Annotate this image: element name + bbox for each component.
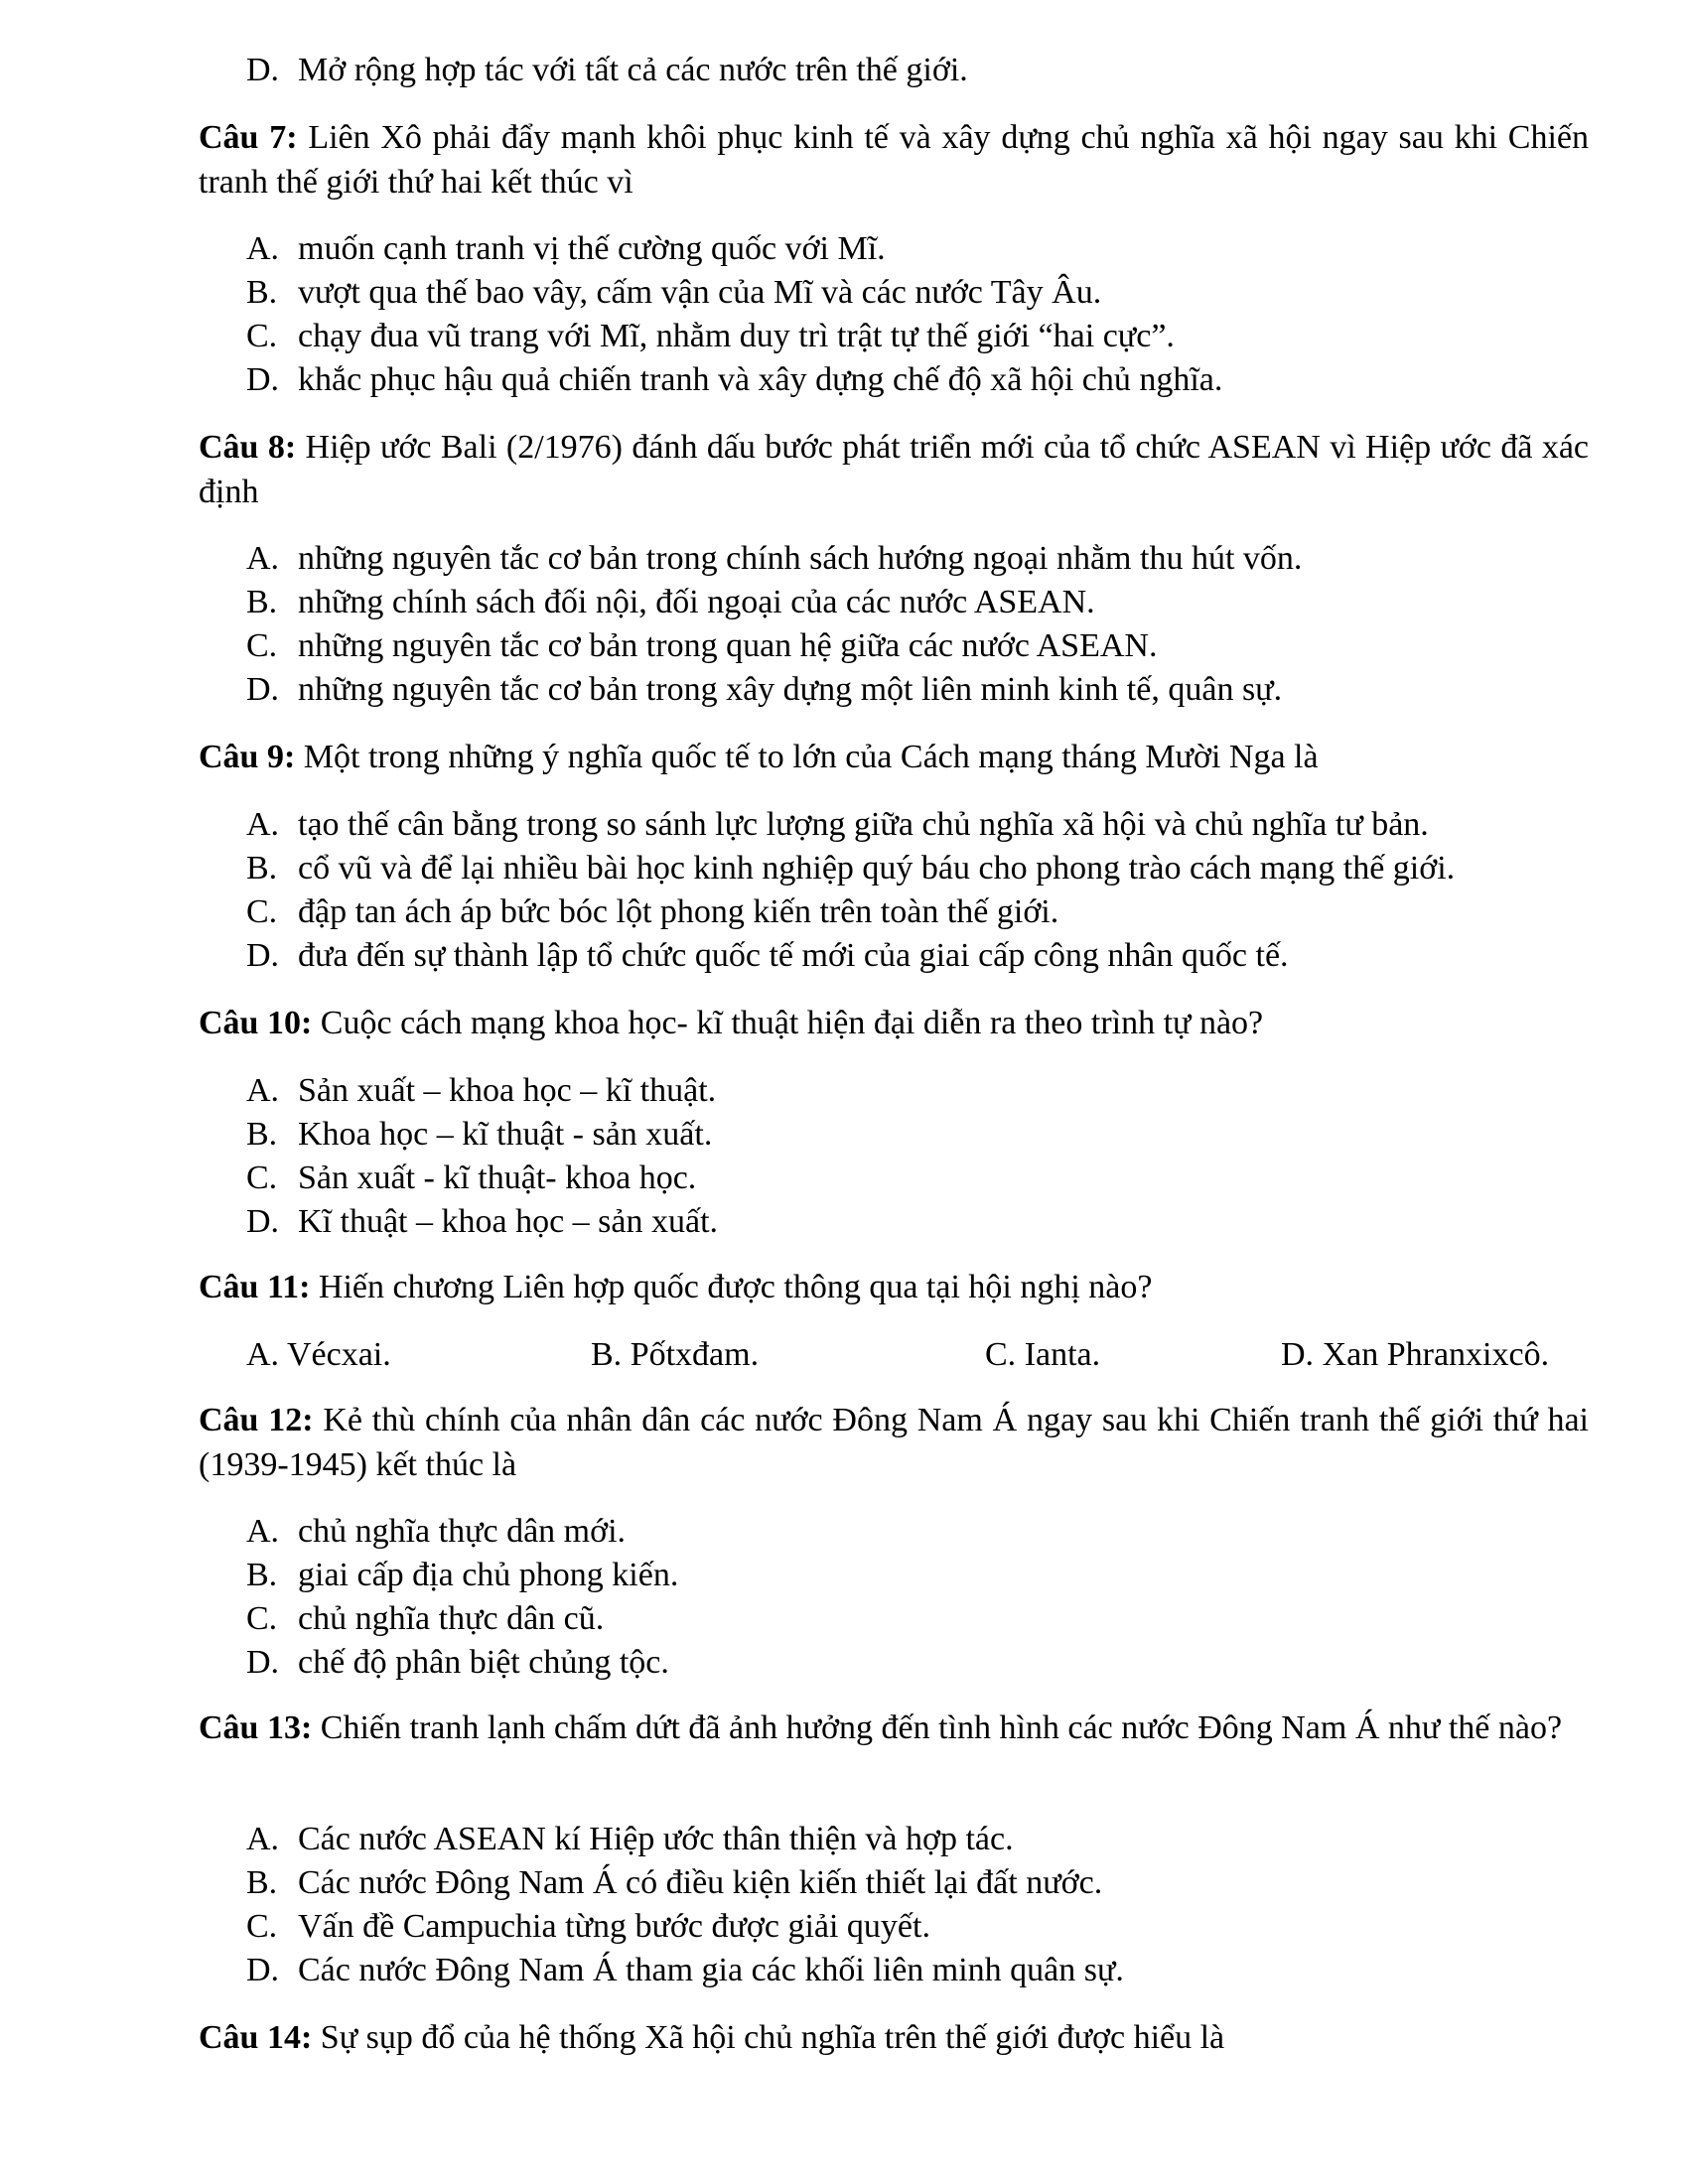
question-10-option-b: B. Khoa học – kĩ thuật - sản xuất. — [246, 1116, 713, 1153]
question-14 — [199, 2015, 1589, 2060]
question-number: Câu 11: — [199, 1269, 311, 1305]
question-text: Cuộc cách mạng khoa học- kĩ thuật hiện đại diễn ra theo trình tự nào? — [320, 1005, 1264, 1041]
question-7-option-c: C. chạy đua vũ trang với Mĩ, nhằm duy trì trật tự thế giới “hai cực”. — [246, 318, 1175, 354]
question-13-option-c: C. Vấn đề Campuchia từng bước được giải quyết. — [246, 1908, 930, 1945]
question-8 — [199, 425, 1589, 514]
question-number: Câu 8: — [199, 429, 297, 466]
question-12-option-b: B. giai cấp địa chủ phong kiến. — [246, 1557, 679, 1593]
question-9-option-c: C. đập tan ách áp bức bóc lột phong kiến trên toàn thế giới. — [246, 893, 1059, 930]
question-11-option-d: D. Xan Phranxixcô. — [1281, 1336, 1550, 1373]
option-d-prev — [246, 48, 968, 92]
question-8-option-c: C. những nguyên tắc cơ bản trong quan hệ giữa các nước ASEAN. — [246, 627, 1158, 664]
question-9 — [199, 735, 1589, 779]
question-11-option-c: C. Ianta. — [985, 1336, 1101, 1373]
question-9-option-b: B. cổ vũ và để lại nhiều bài học kinh nghiệp quý báu cho phong trào cách mạng thế giới. — [246, 850, 1456, 887]
question-7-option-a: A. muốn cạnh tranh vị thế cường quốc với Mĩ. — [246, 230, 886, 267]
question-8-option-a: A. những nguyên tắc cơ bản trong chính sách hướng ngoại nhằm thu hút vốn. — [246, 540, 1303, 577]
question-text: Kẻ thù chính của nhân dân các nước Đông Nam Á ngay sau khi Chiến tranh thế giới thứ hai (1939-1945) kết thúc là — [199, 1402, 1590, 1483]
question-number: Câu 7: — [199, 119, 298, 156]
question-10 — [199, 1001, 1589, 1045]
question-number: Câu 9: — [199, 739, 296, 775]
question-13-option-a: A. Các nước ASEAN kí Hiệp ước thân thiện và hợp tác. — [246, 1821, 1014, 1857]
question-11-option-a: A. Vécxai. — [246, 1336, 391, 1373]
question-8-option-d: D. những nguyên tắc cơ bản trong xây dựng một liên minh kinh tế, quân sự. — [246, 671, 1283, 708]
question-13 — [199, 1706, 1589, 1750]
question-text: Hiệp ước Bali (2/1976) đánh dấu bước phát triển mới của tổ chức ASEAN vì Hiệp ước đã xác định — [199, 429, 1589, 510]
question-text: Liên Xô phải đẩy mạnh khôi phục kinh tế và xây dựng chủ nghĩa xã hội ngay sau khi Chiến tranh thế giới thứ hai kết thúc vì — [199, 119, 1589, 201]
question-number: Câu 10: — [199, 1005, 313, 1041]
question-number: Câu 12: — [199, 1402, 314, 1438]
question-7-option-d: D. khắc phục hậu quả chiến tranh và xây dựng chế độ xã hội chủ nghĩa. — [246, 361, 1223, 398]
question-10-option-d: D. Kĩ thuật – khoa học – sản xuất. — [246, 1203, 719, 1240]
question-13-option-b: B. Các nước Đông Nam Á có điều kiện kiến thiết lại đất nước. — [246, 1864, 1103, 1901]
option-text: Mở rộng hợp tác với tất cả các nước trên thế giới. — [298, 52, 968, 88]
question-number: Câu 14: — [199, 2019, 313, 2056]
question-12-option-c: C. chủ nghĩa thực dân cũ. — [246, 1600, 605, 1637]
option-label: D. — [246, 52, 280, 88]
question-7-option-b: B. vượt qua thế bao vây, cấm vận của Mĩ và các nước Tây Âu. — [246, 274, 1102, 311]
question-text: Sự sụp đổ của hệ thống Xã hội chủ nghĩa trên thế giới được hiểu là — [320, 2019, 1225, 2056]
question-7 — [199, 115, 1589, 205]
question-text: Chiến tranh lạnh chấm dứt đã ảnh hưởng đến tình hình các nước Đông Nam Á như thế nào? — [320, 1709, 1563, 1746]
question-11-option-b: B. Pốtxđam. — [591, 1336, 760, 1373]
question-number: Câu 13: — [199, 1709, 313, 1746]
question-12-option-a: A. chủ nghĩa thực dân mới. — [246, 1513, 627, 1550]
question-text: Hiến chương Liên hợp quốc được thông qua tại hội nghị nào? — [318, 1269, 1153, 1305]
question-8-option-b: B. những chính sách đối nội, đối ngoại của các nước ASEAN. — [246, 584, 1095, 620]
question-11 — [199, 1265, 1589, 1309]
question-13-option-d: D. Các nước Đông Nam Á tham gia các khối liên minh quân sự. — [246, 1952, 1124, 1988]
question-9-option-d: D. đưa đến sự thành lập tổ chức quốc tế mới của giai cấp công nhân quốc tế. — [246, 937, 1289, 974]
question-12-option-d: D. chế độ phân biệt chủng tộc. — [246, 1644, 669, 1681]
question-12 — [199, 1398, 1589, 1487]
question-text: Một trong những ý nghĩa quốc tế to lớn của Cách mạng tháng Mười Nga là — [303, 739, 1319, 775]
question-9-option-a: A. tạo thế cân bằng trong so sánh lực lượng giữa chủ nghĩa xã hội và chủ nghĩa tư bản. — [246, 806, 1429, 843]
question-10-option-c: C. Sản xuất - kĩ thuật- khoa học. — [246, 1160, 697, 1196]
question-10-option-a: A. Sản xuất – khoa học – kĩ thuật. — [246, 1072, 717, 1109]
